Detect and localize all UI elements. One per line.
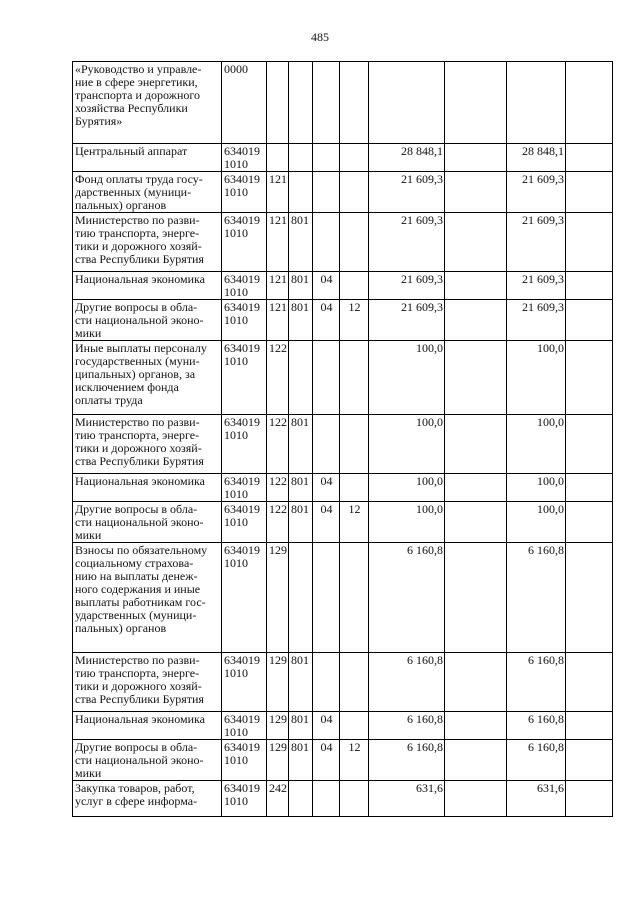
amount-cell: 28 848,1 <box>369 144 445 172</box>
subsection-cell <box>340 474 369 502</box>
section-cell <box>313 543 340 653</box>
change-cell <box>445 781 507 817</box>
section-cell <box>313 653 340 712</box>
change-cell <box>445 144 507 172</box>
empty-cell <box>566 172 613 213</box>
section-cell <box>313 415 340 474</box>
section-cell: 04 <box>313 272 340 300</box>
row-name-cell: Иные выплаты персоналу государственных (муни- ципальных) органов, за исключением фонда оплаты труда <box>73 341 222 415</box>
total-amount-cell: 21 609,3 <box>507 172 566 213</box>
empty-cell <box>566 781 613 817</box>
ministry-code-cell <box>289 144 313 172</box>
ministry-code-cell <box>289 172 313 213</box>
expense-type-cell: 242 <box>267 781 289 817</box>
table-row <box>73 474 613 502</box>
row-name-cell: Национальная экономика <box>73 272 222 300</box>
ministry-code-cell: 801 <box>289 272 313 300</box>
subsection-cell: 12 <box>340 300 369 341</box>
expense-type-cell: 129 <box>267 653 289 712</box>
subsection-cell <box>340 213 369 272</box>
total-amount-cell: 6 160,8 <box>507 543 566 653</box>
change-cell <box>445 213 507 272</box>
change-cell <box>445 341 507 415</box>
total-amount-cell: 100,0 <box>507 502 566 543</box>
row-name-cell: «Руководство и управле- ние в сфере энергетики, транспорта и дорожного хозяйства Республики Бурятия» <box>73 62 222 144</box>
target-code-cell: 634019 1010 <box>222 300 267 341</box>
target-code-cell: 634019 1010 <box>222 740 267 781</box>
table-row <box>73 300 613 341</box>
amount-cell: 100,0 <box>369 474 445 502</box>
empty-cell <box>566 474 613 502</box>
empty-cell <box>566 300 613 341</box>
table-row <box>73 213 613 272</box>
table-row <box>73 144 613 172</box>
expense-type-cell: 121 <box>267 300 289 341</box>
target-code-cell: 634019 1010 <box>222 781 267 817</box>
table-row <box>73 781 613 817</box>
budget-table <box>72 61 613 817</box>
budget-table-body <box>73 62 613 817</box>
row-name-cell: Министерство по разви- тию транспорта, энерге- тики и дорожного хозяй- ства Республики Бурятия <box>73 653 222 712</box>
expense-type-cell: 129 <box>267 712 289 740</box>
table-row <box>73 502 613 543</box>
change-cell <box>445 300 507 341</box>
expense-type-cell: 129 <box>267 543 289 653</box>
table-row <box>73 172 613 213</box>
ministry-code-cell <box>289 341 313 415</box>
amount-cell: 21 609,3 <box>369 300 445 341</box>
empty-cell <box>566 712 613 740</box>
expense-type-cell: 121 <box>267 272 289 300</box>
expense-type-cell: 129 <box>267 740 289 781</box>
total-amount-cell: 100,0 <box>507 415 566 474</box>
expense-type-cell <box>267 62 289 144</box>
section-cell <box>313 62 340 144</box>
amount-cell: 100,0 <box>369 415 445 474</box>
row-name-cell: Министерство по разви- тию транспорта, энерге- тики и дорожного хозяй- ства Республики Бурятия <box>73 213 222 272</box>
table-row <box>73 62 613 144</box>
ministry-code-cell: 801 <box>289 415 313 474</box>
amount-cell: 21 609,3 <box>369 172 445 213</box>
target-code-cell: 634019 1010 <box>222 172 267 213</box>
amount-cell: 6 160,8 <box>369 712 445 740</box>
subsection-cell <box>340 781 369 817</box>
subsection-cell <box>340 543 369 653</box>
total-amount-cell: 21 609,3 <box>507 300 566 341</box>
expense-type-cell: 121 <box>267 213 289 272</box>
expense-type-cell: 122 <box>267 415 289 474</box>
subsection-cell <box>340 653 369 712</box>
ministry-code-cell <box>289 543 313 653</box>
amount-cell: 6 160,8 <box>369 740 445 781</box>
table-row <box>73 653 613 712</box>
total-amount-cell: 100,0 <box>507 341 566 415</box>
change-cell <box>445 62 507 144</box>
total-amount-cell: 100,0 <box>507 474 566 502</box>
subsection-cell <box>340 172 369 213</box>
amount-cell: 631,6 <box>369 781 445 817</box>
amount-cell: 21 609,3 <box>369 213 445 272</box>
table-row <box>73 415 613 474</box>
ministry-code-cell: 801 <box>289 712 313 740</box>
amount-cell: 6 160,8 <box>369 543 445 653</box>
change-cell <box>445 172 507 213</box>
row-name-cell: Национальная экономика <box>73 474 222 502</box>
amount-cell: 100,0 <box>369 502 445 543</box>
table-row <box>73 543 613 653</box>
ministry-code-cell: 801 <box>289 740 313 781</box>
subsection-cell <box>340 144 369 172</box>
total-amount-cell: 21 609,3 <box>507 272 566 300</box>
expense-type-cell: 122 <box>267 341 289 415</box>
row-name-cell: Центральный аппарат <box>73 144 222 172</box>
row-name-cell: Министерство по разви- тию транспорта, энерге- тики и дорожного хозяй- ства Республики Бурятия <box>73 415 222 474</box>
table-row <box>73 272 613 300</box>
target-code-cell: 634019 1010 <box>222 415 267 474</box>
section-cell: 04 <box>313 474 340 502</box>
target-code-cell: 0000 <box>222 62 267 144</box>
change-cell <box>445 712 507 740</box>
total-amount-cell: 6 160,8 <box>507 653 566 712</box>
amount-cell <box>369 62 445 144</box>
subsection-cell <box>340 712 369 740</box>
section-cell: 04 <box>313 712 340 740</box>
subsection-cell: 12 <box>340 502 369 543</box>
section-cell: 04 <box>313 300 340 341</box>
amount-cell: 21 609,3 <box>369 272 445 300</box>
subsection-cell <box>340 272 369 300</box>
row-name-cell: Закупка товаров, работ, услуг в сфере информа- <box>73 781 222 817</box>
row-name-cell: Национальная экономика <box>73 712 222 740</box>
row-name-cell: Другие вопросы в обла- сти национальной эконо- мики <box>73 502 222 543</box>
expense-type-cell: 122 <box>267 474 289 502</box>
ministry-code-cell: 801 <box>289 300 313 341</box>
target-code-cell: 634019 1010 <box>222 272 267 300</box>
total-amount-cell: 6 160,8 <box>507 740 566 781</box>
empty-cell <box>566 213 613 272</box>
amount-cell: 100,0 <box>369 341 445 415</box>
ministry-code-cell <box>289 62 313 144</box>
amount-cell: 6 160,8 <box>369 653 445 712</box>
table-row <box>73 740 613 781</box>
empty-cell <box>566 415 613 474</box>
total-amount-cell: 21 609,3 <box>507 213 566 272</box>
target-code-cell: 634019 1010 <box>222 341 267 415</box>
change-cell <box>445 474 507 502</box>
target-code-cell: 634019 1010 <box>222 712 267 740</box>
target-code-cell: 634019 1010 <box>222 144 267 172</box>
row-name-cell: Другие вопросы в обла- сти национальной эконо- мики <box>73 300 222 341</box>
row-name-cell: Взносы по обязательному социальному страхова- нию на выплаты денеж- ного содержания и иные выплаты работникам гос- ударственных (муници- пальных) органов <box>73 543 222 653</box>
empty-cell <box>566 740 613 781</box>
empty-cell <box>566 272 613 300</box>
subsection-cell <box>340 415 369 474</box>
page-number: 485 <box>311 30 329 44</box>
expense-type-cell: 121 <box>267 172 289 213</box>
section-cell: 04 <box>313 502 340 543</box>
expense-type-cell <box>267 144 289 172</box>
section-cell <box>313 213 340 272</box>
section-cell <box>313 341 340 415</box>
section-cell <box>313 172 340 213</box>
target-code-cell: 634019 1010 <box>222 543 267 653</box>
target-code-cell: 634019 1010 <box>222 213 267 272</box>
ministry-code-cell <box>289 781 313 817</box>
empty-cell <box>566 653 613 712</box>
change-cell <box>445 272 507 300</box>
expense-type-cell: 122 <box>267 502 289 543</box>
table-row <box>73 712 613 740</box>
target-code-cell: 634019 1010 <box>222 474 267 502</box>
subsection-cell: 12 <box>340 740 369 781</box>
total-amount-cell <box>507 62 566 144</box>
ministry-code-cell: 801 <box>289 502 313 543</box>
change-cell <box>445 415 507 474</box>
total-amount-cell: 631,6 <box>507 781 566 817</box>
table-row <box>73 341 613 415</box>
empty-cell <box>566 144 613 172</box>
change-cell <box>445 543 507 653</box>
row-name-cell: Другие вопросы в обла- сти национальной эконо- мики <box>73 740 222 781</box>
ministry-code-cell: 801 <box>289 474 313 502</box>
ministry-code-cell: 801 <box>289 213 313 272</box>
row-name-cell: Фонд оплаты труда госу- дарственных (муници- пальных) органов <box>73 172 222 213</box>
empty-cell <box>566 341 613 415</box>
total-amount-cell: 28 848,1 <box>507 144 566 172</box>
change-cell <box>445 502 507 543</box>
target-code-cell: 634019 1010 <box>222 502 267 543</box>
change-cell <box>445 653 507 712</box>
section-cell <box>313 781 340 817</box>
section-cell <box>313 144 340 172</box>
empty-cell <box>566 502 613 543</box>
section-cell: 04 <box>313 740 340 781</box>
change-cell <box>445 740 507 781</box>
empty-cell <box>566 543 613 653</box>
subsection-cell <box>340 62 369 144</box>
empty-cell <box>566 62 613 144</box>
target-code-cell: 634019 1010 <box>222 653 267 712</box>
total-amount-cell: 6 160,8 <box>507 712 566 740</box>
ministry-code-cell: 801 <box>289 653 313 712</box>
subsection-cell <box>340 341 369 415</box>
